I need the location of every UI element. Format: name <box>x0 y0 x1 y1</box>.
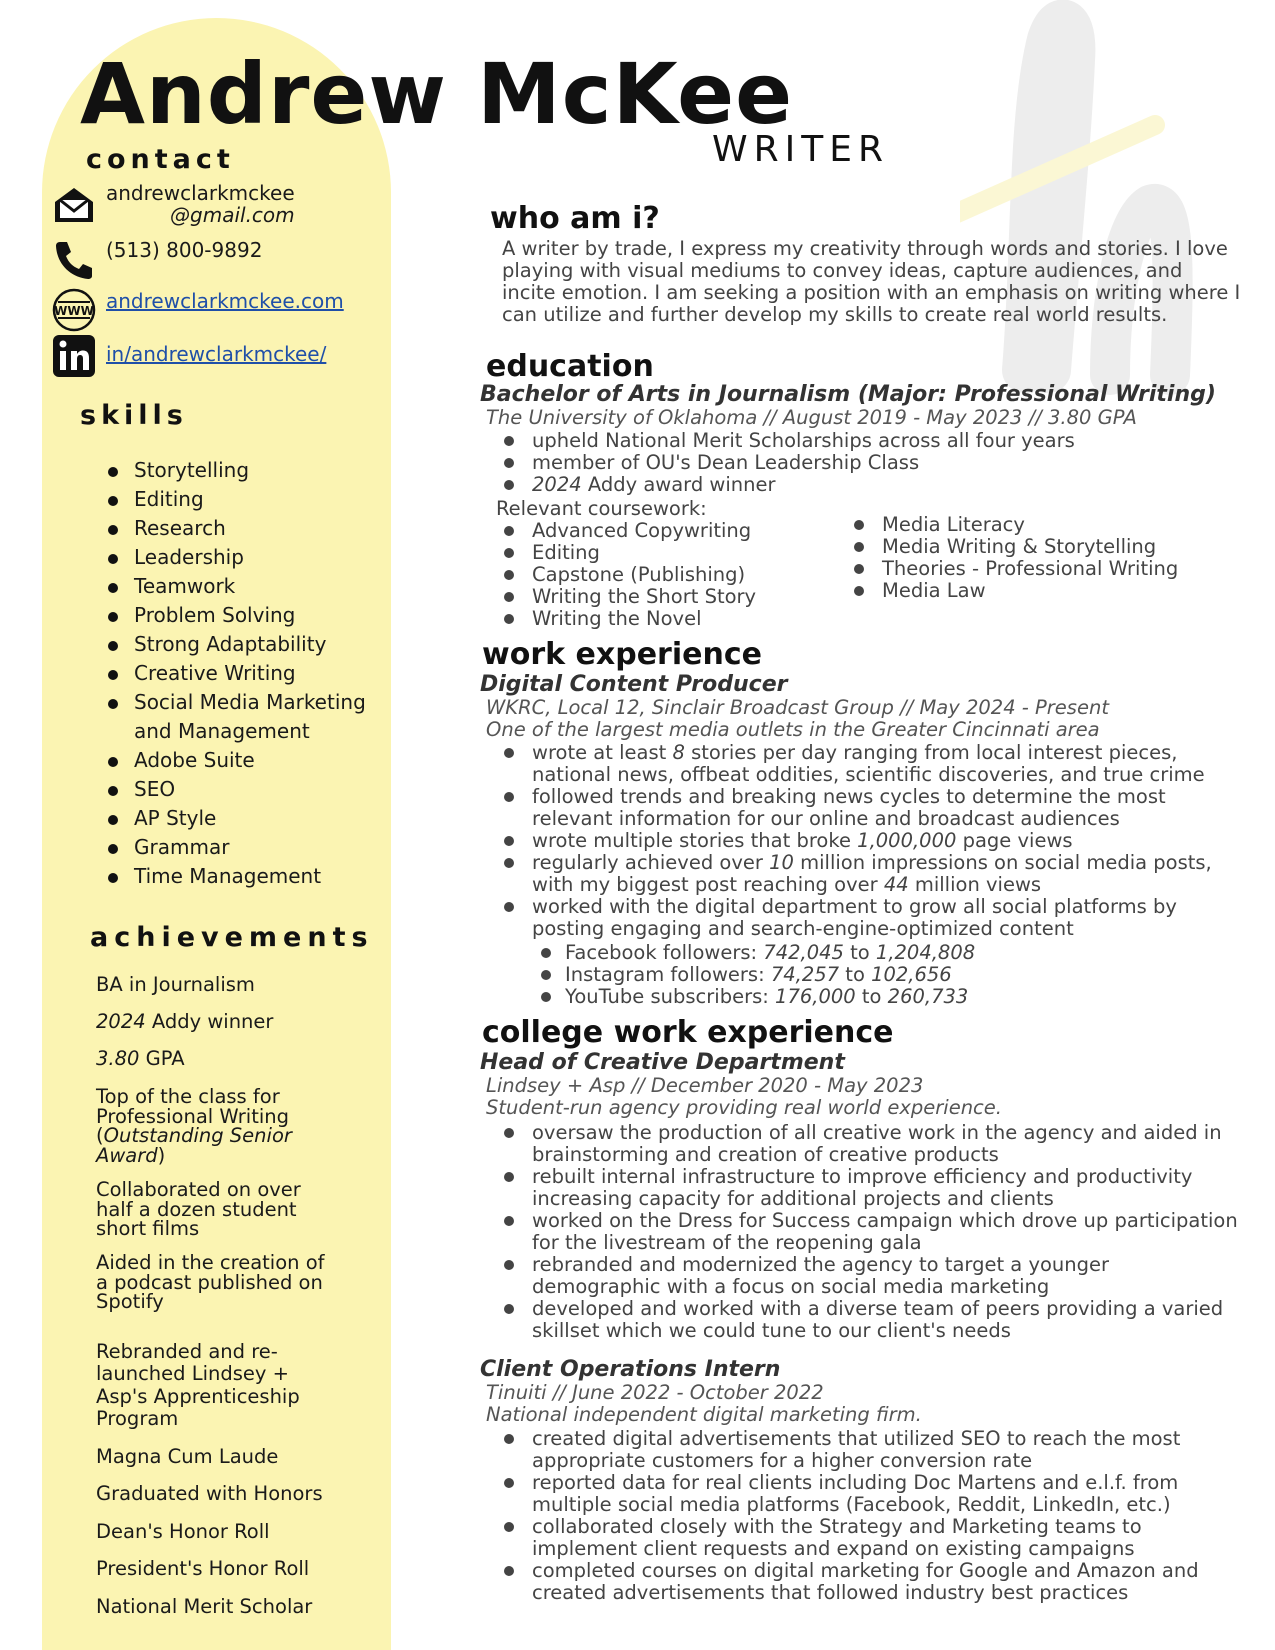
education-bullets <box>500 430 1220 496</box>
college-bullet: oversaw the production of all creative work in the agency and aided in brainstorming and creation of creative products <box>500 1122 1240 1166</box>
course-item: Advanced Copywriting <box>500 520 840 542</box>
candidate-role: WRITER <box>712 129 889 170</box>
achievement-top-class <box>96 1087 336 1165</box>
work-job-title: Digital Content Producer <box>480 672 788 697</box>
email-line-1: andrewclarkmckee <box>106 181 295 205</box>
coursework-label: Relevant coursework: <box>496 497 707 520</box>
bullet-number: 1,000,000 <box>857 829 957 852</box>
about-heading: who am i? <box>490 201 660 236</box>
mail-icon <box>52 182 96 226</box>
skill-item: Adobe Suite <box>108 746 393 775</box>
college-bullet: rebranded and modernized the agency to target a younger demographic with a focus on social media marketing <box>500 1254 1240 1298</box>
work-bullet: worked with the digital department to grow all social platforms by posting engaging and search-engine-optimized content <box>500 896 1240 940</box>
achievement-addy <box>96 1012 386 1032</box>
social-stat <box>537 964 1037 986</box>
bullet-text: page views <box>956 829 1073 852</box>
email-line-2: @gmail.com <box>170 203 295 227</box>
courses-left <box>500 520 840 630</box>
college-job1-desc: Student-run agency providing real world experience. <box>486 1096 1002 1119</box>
phone-number: (513) 800-9892 <box>106 238 263 262</box>
achievement-gpa <box>96 1049 386 1069</box>
addy-text: Addy winner <box>145 1010 274 1033</box>
stat-from: 176,000 <box>775 985 856 1008</box>
skill-item: Research <box>108 514 393 543</box>
college-bullet: collaborated closely with the Strategy and Marketing teams to implement client requests and expand on existing campaigns <box>500 1516 1240 1560</box>
courses-right <box>850 514 1240 602</box>
college-job1-title: Head of Creative Department <box>480 1050 845 1075</box>
addy-year: 2024 <box>96 1010 146 1033</box>
college-bullet: developed and worked with a diverse team of peers providing a varied skillset which we could tune to our client's needs <box>500 1298 1240 1342</box>
linkedin-icon <box>52 334 96 378</box>
course-item: Capstone (Publishing) <box>500 564 840 586</box>
social-growth-list <box>537 942 1037 1008</box>
work-heading: work experience <box>482 637 762 672</box>
stat-label: Instagram followers: <box>565 963 771 986</box>
candidate-name: Andrew McKee <box>80 45 794 143</box>
bullet-number: 10 <box>769 851 794 874</box>
award-year: 2024 <box>532 473 582 496</box>
skill-item: Grammar <box>108 833 393 862</box>
skill-item: Storytelling <box>108 456 393 485</box>
skill-item: Creative Writing <box>108 659 393 688</box>
skill-item: SEO <box>108 775 393 804</box>
course-item: Media Writing & Storytelling <box>850 536 1240 558</box>
achievement-deans: Dean's Honor Roll <box>96 1520 270 1543</box>
top-class-note: Outstanding Senior Award <box>96 1124 292 1167</box>
contact-email <box>52 182 295 226</box>
course-item: Writing the Novel <box>500 608 840 630</box>
course-item: Media Literacy <box>850 514 1240 536</box>
school-meta: The University of Oklahoma // August 2019 - May 2023 // 3.80 GPA <box>486 406 1137 429</box>
contact-linkedin <box>52 334 326 378</box>
skill-item: Time Management <box>108 862 393 891</box>
education-heading: education <box>486 349 654 384</box>
contact-heading: contact <box>86 144 235 175</box>
linkedin-link[interactable]: in/andrewclarkmckee/ <box>106 342 327 366</box>
about-text: A writer by trade, I express my creativity through words and stories. I love playing with visual mediums to convey ideas, capture audiences, and incite emotion. I am seeking a position with an emphasis on writing where I can utilize and further develop my skills to create real world results. <box>502 237 1241 326</box>
achievement-films: Collaborated on over half a dozen student short films <box>96 1178 301 1240</box>
stat-from: 742,045 <box>763 941 844 964</box>
stat-to-word: to <box>843 941 876 964</box>
skill-item: Problem Solving <box>108 601 393 630</box>
work-bullet: followed trends and breaking news cycles to determine the most relevant information for our online and broadcast audiences <box>500 786 1240 830</box>
bullet-text: regularly achieved over <box>532 851 770 874</box>
bullet-text: wrote multiple stories that broke <box>532 829 858 852</box>
paren-open: ( <box>96 1124 104 1147</box>
skill-item: Teamwork <box>108 572 393 601</box>
college-bullet: rebuilt internal infrastructure to improve efficiency and productivity increasing capacity for additional projects and clients <box>500 1166 1240 1210</box>
education-bullet: upheld National Merit Scholarships across all four years <box>500 430 1220 452</box>
degree-title: Bachelor of Arts in Journalism (Major: Professional Writing) <box>480 382 1216 407</box>
skill-item: Strong Adaptability <box>108 630 393 659</box>
achievement-merit: National Merit Scholar <box>96 1595 313 1618</box>
college-job1-org: Lindsey + Asp // December 2020 - May 2023 <box>486 1074 924 1097</box>
work-bullet <box>500 742 1240 786</box>
college-job2-bullets <box>500 1428 1240 1604</box>
social-stat <box>537 986 1037 1008</box>
stat-to-word: to <box>839 963 872 986</box>
globe-icon <box>52 288 96 332</box>
bullet-text: stories per day ranging from local interest pieces, national news, offbeat oddities, scientific discoveries, and true crime <box>532 741 1205 786</box>
phone-icon <box>52 238 96 282</box>
stat-from: 74,257 <box>770 963 840 986</box>
work-org: WKRC, Local 12, Sinclair Broadcast Group // May 2024 - Present <box>486 696 1109 719</box>
bullet-number: 8 <box>672 741 685 764</box>
contact-phone <box>52 238 262 282</box>
college-bullet: worked on the Dress for Success campaign which drove up participation for the livestream of the reopening gala <box>500 1210 1240 1254</box>
award-text: Addy award winner <box>581 473 776 496</box>
social-stat <box>537 942 1037 964</box>
svg-text:WWW: WWW <box>54 304 94 318</box>
college-job2-org: Tinuiti // June 2022 - October 2022 <box>486 1381 824 1404</box>
stat-to-word: to <box>855 985 888 1008</box>
college-job2-title: Client Operations Intern <box>480 1357 781 1382</box>
gpa-number: 3.80 <box>96 1047 140 1070</box>
top-class-text: Top of the class for Professional Writing <box>96 1085 290 1128</box>
paren-close: ) <box>157 1143 166 1167</box>
bullet-text: wrote at least <box>532 741 673 764</box>
monogram-decoration <box>960 0 1260 400</box>
course-item: Writing the Short Story <box>500 586 840 608</box>
college-bullet: reported data for real clients including Doc Martens and e.l.f. from multiple social media platforms (Facebook, Reddit, LinkedIn, etc.) <box>500 1472 1240 1516</box>
stat-to: 102,656 <box>871 963 952 986</box>
college-bullet: created digital advertisements that utilized SEO to reach the most appropriate customers for a higher conversion rate <box>500 1428 1240 1472</box>
course-item: Theories - Professional Writing <box>850 558 1240 580</box>
achievement-podcast: Aided in the creation of a podcast published on Spotify <box>96 1251 325 1313</box>
achievement-president: President's Honor Roll <box>96 1557 310 1580</box>
achievements-heading: achievements <box>90 922 374 953</box>
skill-item: Editing <box>108 485 393 514</box>
work-bullets <box>500 742 1240 940</box>
skill-item: Leadership <box>108 543 393 572</box>
stat-to: 1,204,808 <box>875 941 976 964</box>
skills-heading: skills <box>80 400 188 431</box>
achievement-honors: Graduated with Honors <box>96 1482 323 1505</box>
stat-label: YouTube subscribers: <box>565 985 776 1008</box>
college-job1-bullets <box>500 1122 1240 1342</box>
contact-website <box>52 288 344 332</box>
work-bullet <box>500 852 1240 896</box>
achievement-rebrand: Rebranded and re-launched Lindsey + Asp's Apprenticeship Program <box>96 1340 300 1431</box>
gpa-text: GPA <box>139 1047 185 1070</box>
college-heading: college work experience <box>482 1015 894 1050</box>
bullet-text: million impressions on social media posts, with my biggest post reaching over <box>532 851 1212 896</box>
work-desc: One of the largest media outlets in the Greater Cincinnati area <box>486 718 1100 741</box>
work-bullet <box>500 830 1240 852</box>
skills-list <box>108 456 393 891</box>
course-item: Media Law <box>850 580 1240 602</box>
college-bullet: completed courses on digital marketing for Google and Amazon and created advertisements that followed industry best practices <box>500 1560 1240 1604</box>
course-item: Editing <box>500 542 840 564</box>
stat-to: 260,733 <box>887 985 969 1008</box>
college-job2-desc: National independent digital marketing firm. <box>486 1403 922 1426</box>
education-bullet: member of OU's Dean Leadership Class <box>500 452 1220 474</box>
stat-label: Facebook followers: <box>565 941 764 964</box>
bullet-number: 44 <box>883 873 909 896</box>
achievement-magna: Magna Cum Laude <box>96 1445 279 1468</box>
skill-item: Social Media Marketing and Management <box>108 688 384 746</box>
website-link[interactable]: andrewclarkmckee.com <box>106 289 344 313</box>
skill-item: AP Style <box>108 804 393 833</box>
education-bullet <box>500 474 1220 496</box>
achievement-ba: BA in Journalism <box>96 973 255 996</box>
bullet-text: million views <box>908 873 1042 896</box>
